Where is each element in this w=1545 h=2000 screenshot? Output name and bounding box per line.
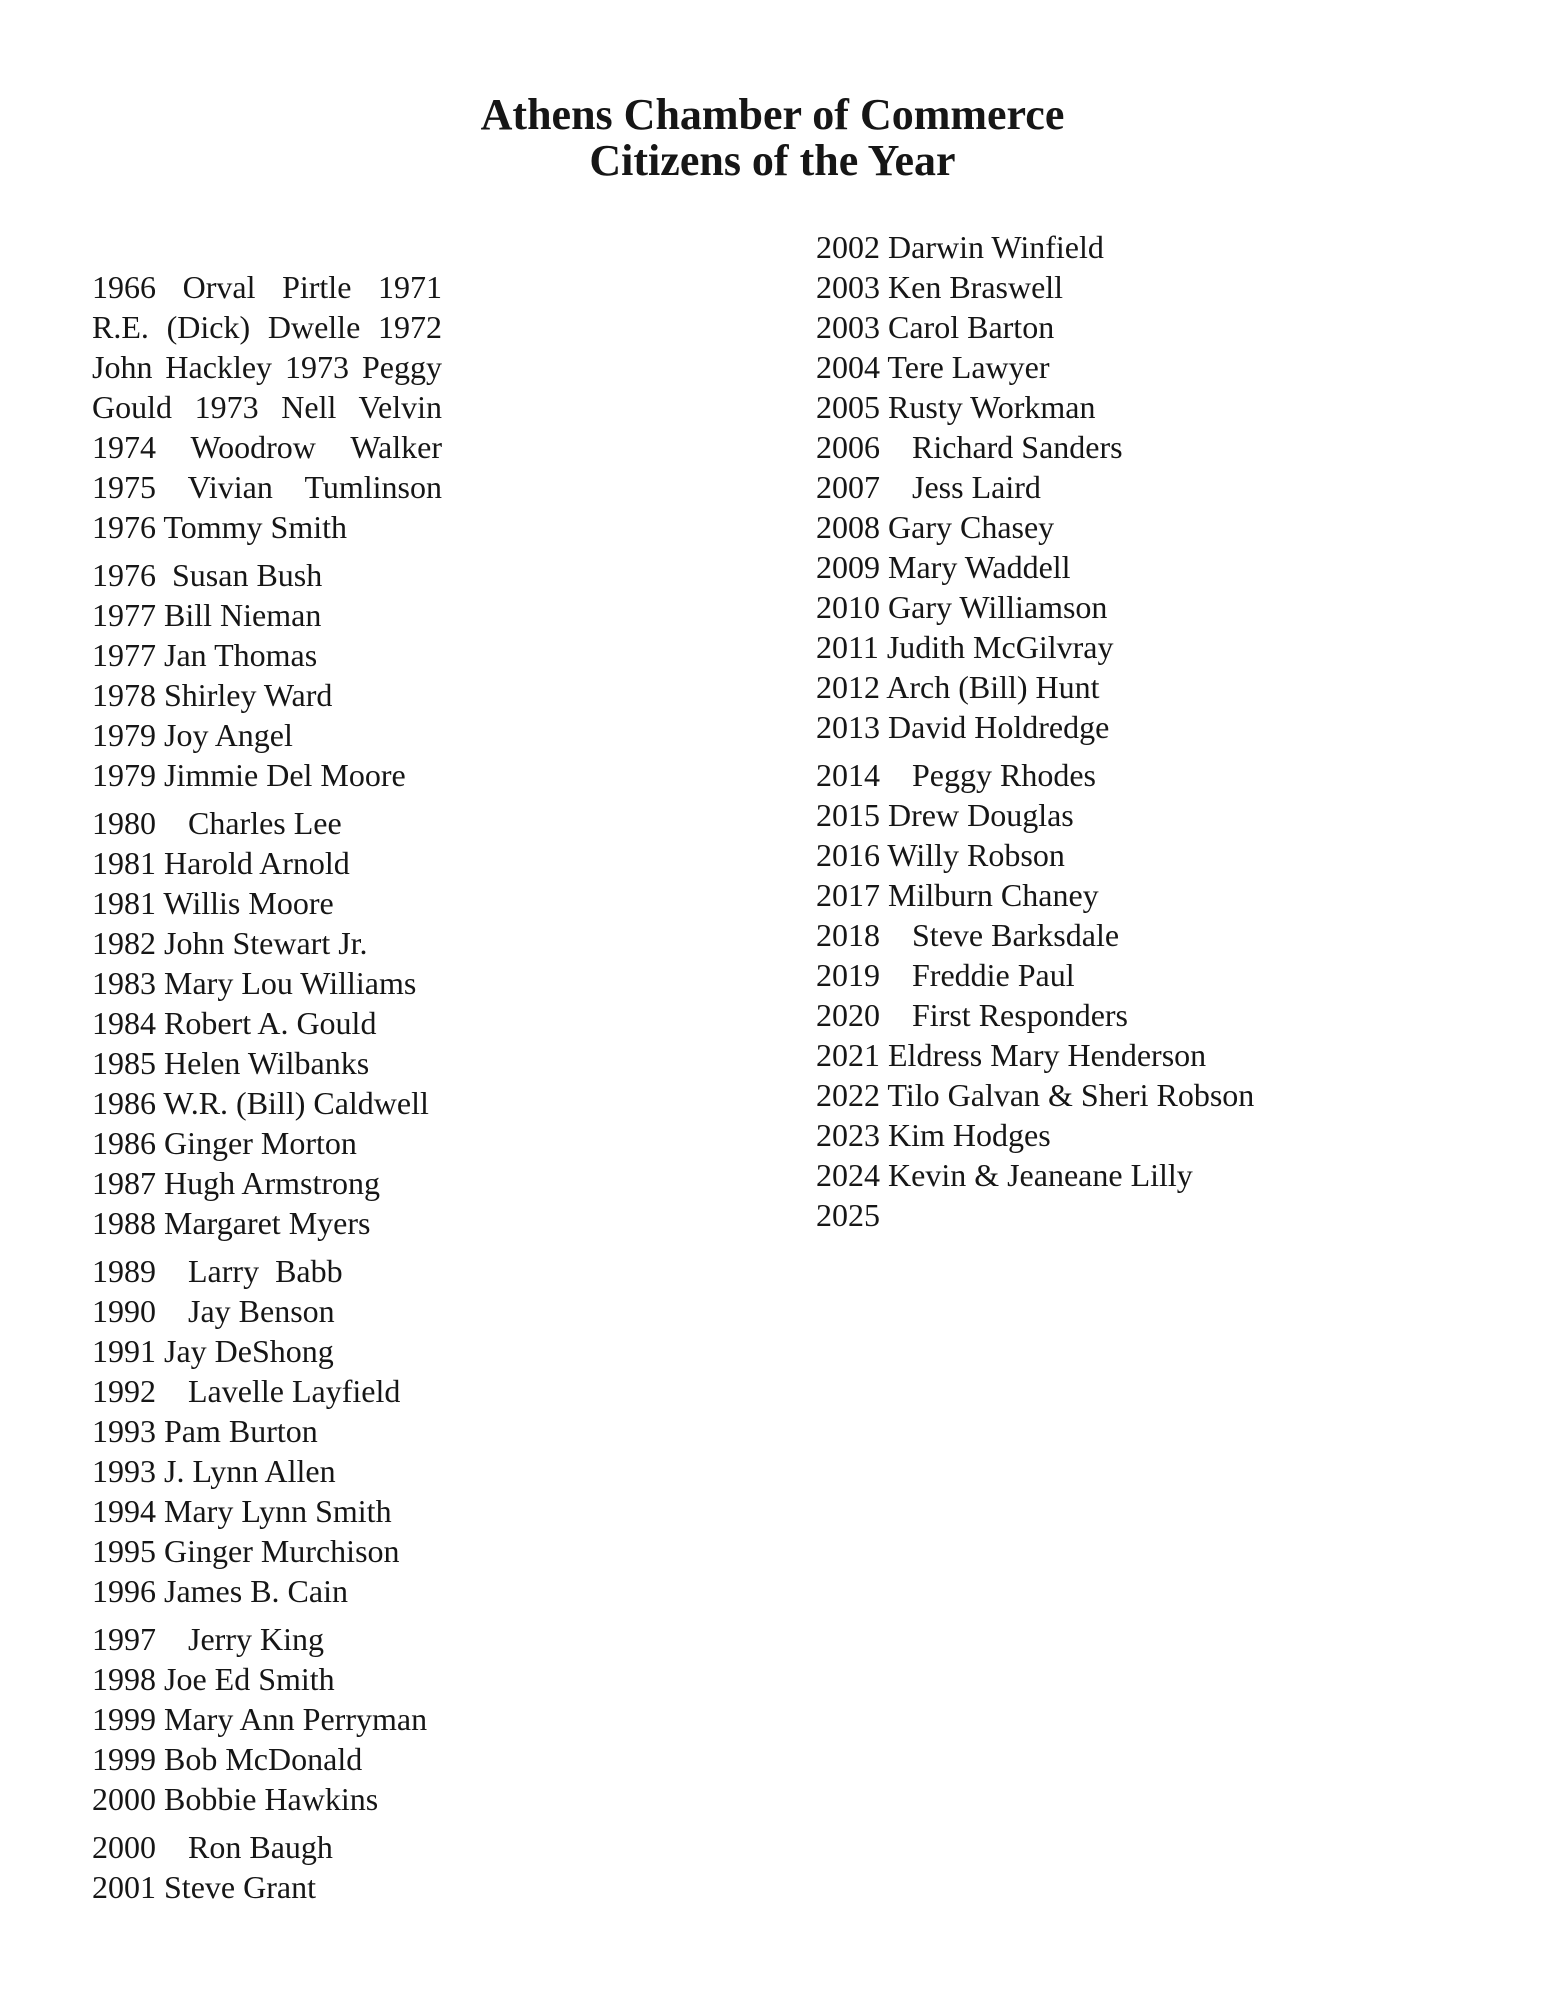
title-line-1: Athens Chamber of Commerce [480,90,1065,139]
citizen-entry: 2021 Eldress Mary Henderson [816,1037,1207,1073]
citizen-entry: 2017 Milburn Chaney [816,877,1099,913]
citizen-entry: 2003 Carol Barton [816,309,1055,345]
citizen-entry: 1976 Tommy Smith [92,509,347,545]
citizen-entry: 1993 Pam Burton [92,1413,318,1449]
year-list-paragraph [816,227,1456,747]
citizen-entry: 1979 Jimmie Del Moore [92,757,406,793]
year-list-paragraph [92,803,442,1243]
citizen-entry: 1974 Woodrow Walker [92,429,442,465]
citizen-entry: 1995 Ginger Murchison [92,1533,400,1569]
citizen-entry: 2015 Drew Douglas [816,797,1074,833]
citizen-entry: 2006 Richard Sanders [816,429,1123,465]
citizen-entry: 2023 Kim Hodges [816,1117,1051,1153]
title-line-2: Citizens of the Year [589,136,956,185]
citizen-entry: 2018 Steve Barksdale [816,917,1120,953]
citizen-entry: 2004 Tere Lawyer [816,349,1050,385]
citizen-entry: 1989 Larry Babb [92,1253,343,1289]
citizen-entry: 2020 First Responders [816,997,1128,1033]
citizen-entry: 2000 Bobbie Hawkins [92,1781,379,1817]
citizen-entry: 1983 Mary Lou Williams [92,965,417,1001]
citizen-entry: 2010 Gary Williamson [816,589,1108,625]
citizen-entry: 1980 Charles Lee [92,805,342,841]
citizen-entry: 2011 Judith McGilvray [816,629,1114,665]
citizen-entry: 2016 Willy Robson [816,837,1065,873]
citizen-entry: 2019 Freddie Paul [816,957,1075,993]
year-list-paragraph [92,555,442,795]
citizen-entry: John Hackley 1973 Peggy [92,349,442,385]
citizen-entry: 2008 Gary Chasey [816,509,1055,545]
citizen-entry: 2002 Darwin Winfield [816,229,1104,265]
citizen-entry: 1992 Lavelle Layfield [92,1373,401,1409]
citizen-entry: 1996 James B. Cain [92,1573,348,1609]
citizen-entry: 1982 John Stewart Jr. [92,925,368,961]
citizen-entry: 1997 Jerry King [92,1621,324,1657]
citizen-entry: 1976 Susan Bush [92,557,323,593]
year-list-paragraph [92,1251,442,1611]
citizen-entry: 1977 Bill Nieman [92,597,322,633]
citizen-entry: 1981 Harold Arnold [92,845,350,881]
citizen-entry: 1994 Mary Lynn Smith [92,1493,392,1529]
left-column [92,267,442,1907]
citizen-entry: 2013 David Holdredge [816,709,1110,745]
citizen-entry: 2003 Ken Braswell [816,269,1064,305]
citizen-entry: 2012 Arch (Bill) Hunt [816,669,1100,705]
citizen-entry: 2025 [816,1197,880,1233]
citizen-entry: 1981 Willis Moore [92,885,334,921]
citizen-entry: 2022 Tilo Galvan & Sheri Robson [816,1077,1255,1113]
citizen-entry: 1985 Helen Wilbanks [92,1045,370,1081]
citizen-entry: 1991 Jay DeShong [92,1333,334,1369]
citizen-entry: 1977 Jan Thomas [92,637,318,673]
right-column [816,227,1456,1235]
citizen-entry: 2009 Mary Waddell [816,549,1071,585]
citizen-entry: 1987 Hugh Armstrong [92,1165,380,1201]
citizen-entry: 1966 Orval Pirtle 1971 [92,269,442,305]
citizen-entry: 2001 Steve Grant [92,1869,316,1905]
citizen-entry: 1978 Shirley Ward [92,677,333,713]
citizen-entry: Gould 1973 Nell Velvin [92,389,442,425]
citizen-entry: 1990 Jay Benson [92,1293,335,1329]
citizen-entry: 1984 Robert A. Gould [92,1005,377,1041]
citizen-entry: 1988 Margaret Myers [92,1205,371,1241]
citizen-entry: R.E. (Dick) Dwelle 1972 [92,309,442,345]
citizen-entry: 1998 Joe Ed Smith [92,1661,335,1697]
citizen-entry: 1986 Ginger Morton [92,1125,357,1161]
year-list-paragraph [92,1827,442,1907]
citizen-entry: 2014 Peggy Rhodes [816,757,1096,793]
citizen-entry: 1986 W.R. (Bill) Caldwell [92,1085,429,1121]
citizen-entry: 1975 Vivian Tumlinson [92,469,442,505]
citizen-entry: 1999 Bob McDonald [92,1741,363,1777]
year-list-paragraph [92,1619,442,1819]
citizen-entry: 2007 Jess Laird [816,469,1041,505]
citizen-entry: 2000 Ron Baugh [92,1829,333,1865]
year-list-paragraph [816,755,1456,1235]
year-list-paragraph-justified [92,267,442,547]
citizen-entry: 2005 Rusty Workman [816,389,1096,425]
citizen-entry: 1993 J. Lynn Allen [92,1453,336,1489]
citizen-entry: 1999 Mary Ann Perryman [92,1701,428,1737]
document-title [0,92,1545,184]
citizen-entry: 1979 Joy Angel [92,717,293,753]
citizen-entry: 2024 Kevin & Jeaneane Lilly [816,1157,1193,1193]
